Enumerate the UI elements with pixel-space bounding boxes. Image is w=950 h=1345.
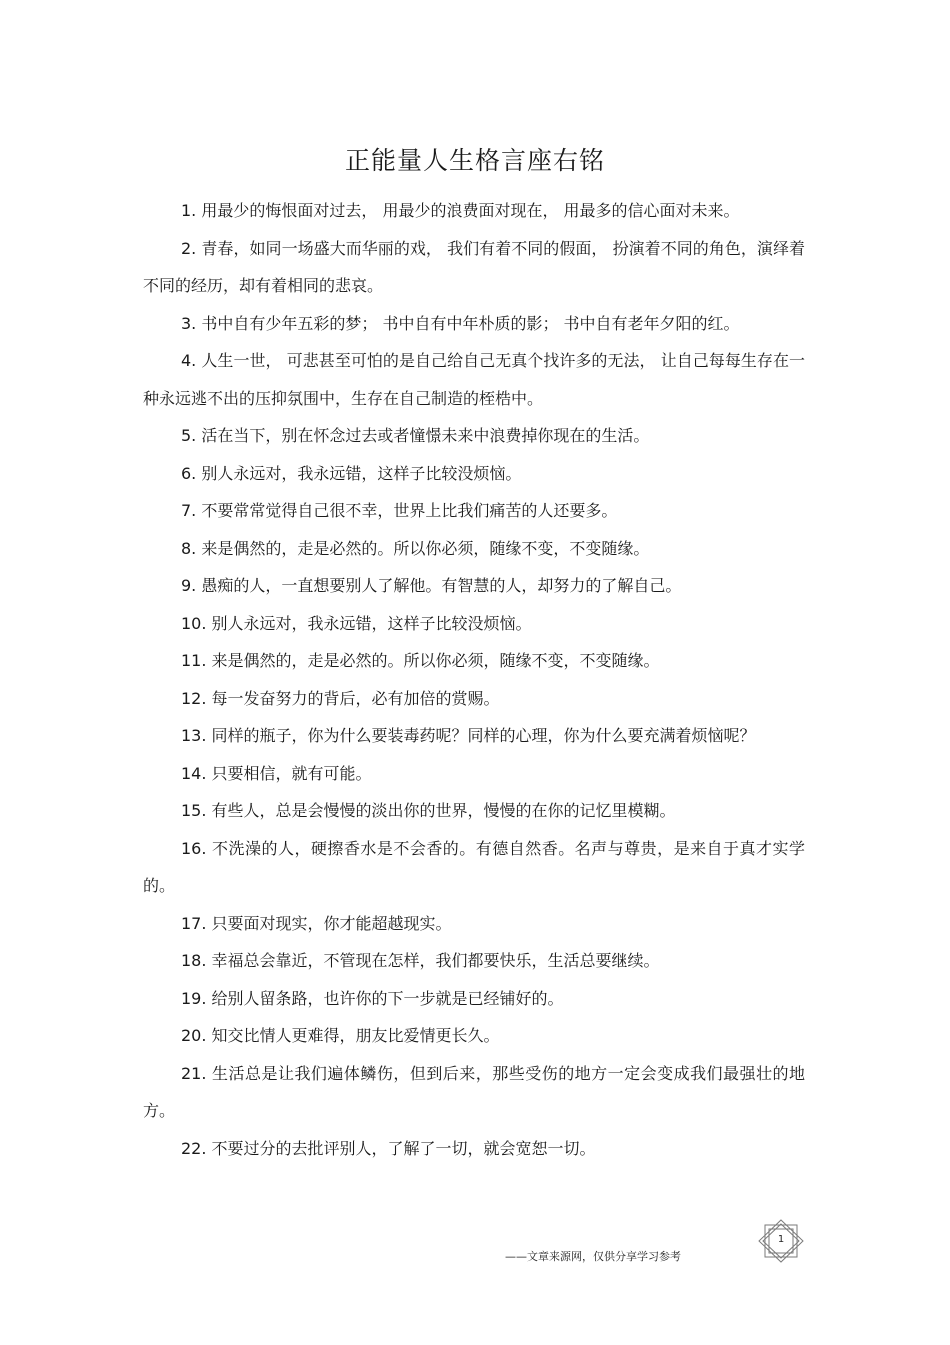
quote-item: 1. 用最少的悔恨面对过去， 用最少的浪费面对现在， 用最多的信心面对未来。 bbox=[181, 201, 740, 220]
quote-item: 15. 有些人，总是会慢慢的淡出你的世界，慢慢的在你的记忆里模糊。 bbox=[181, 801, 676, 820]
quote-list bbox=[143, 192, 805, 1167]
quote-item: 2. 青春，如同一场盛大而华丽的戏， 我们有着不同的假面， 扮演着不同的角色，演绎着不同的经历，却有着相同的悲哀。 bbox=[143, 238, 805, 295]
quote-item: 13. 同样的瓶子，你为什么要装毒药呢？同样的心理，你为什么要充满着烦恼呢？ bbox=[181, 726, 756, 745]
quote-item: 22. 不要过分的去批评别人，了解了一切，就会宽恕一切。 bbox=[181, 1138, 596, 1158]
quote-item: 10. 别人永远对，我永远错，这样子比较没烦恼。 bbox=[181, 613, 532, 633]
quote-item: 21. 生活总是让我们遍体鳞伤，但到后来，那些受伤的地方一定会变成我们最强壮的地方。 bbox=[143, 1063, 805, 1120]
quote-item: 14. 只要相信，就有可能。 bbox=[181, 763, 372, 783]
quote-item: 11. 来是偶然的，走是必然的。所以你必须，随缘不变，不变随缘。 bbox=[181, 651, 660, 670]
quote-item: 8. 来是偶然的，走是必然的。所以你必须，随缘不变，不变随缘。 bbox=[181, 538, 650, 558]
quote-item: 17. 只要面对现实，你才能超越现实。 bbox=[181, 913, 452, 933]
page-number-badge bbox=[757, 1219, 805, 1263]
page-title: 正能量人生格言座右铭 bbox=[344, 146, 605, 175]
quote-item: 7. 不要常常觉得自己很不幸，世界上比我们痛苦的人还要多。 bbox=[181, 501, 618, 520]
quote-item: 9. 愚痴的人，一直想要别人了解他。有智慧的人，却努力的了解自己。 bbox=[181, 576, 682, 595]
footer-note: ——文章来源网，仅供分享学习参考 bbox=[505, 1250, 681, 1263]
quote-item: 20. 知交比情人更难得，朋友比爱情更长久。 bbox=[181, 1026, 500, 1045]
quote-item: 16. 不洗澡的人，硬擦香水是不会香的。有德自然香。名声与尊贵，是来自于真才实学的。 bbox=[143, 838, 805, 895]
quote-item: 5. 活在当下，别在怀念过去或者憧憬未来中浪费掉你现在的生活。 bbox=[181, 426, 650, 445]
quote-item: 4. 人生一世， 可悲甚至可怕的是自己给自己无真个找许多的无法， 让自己每每生存在一种永远逃不出的压抑氛围中，生存在自己制造的桎梏中。 bbox=[143, 351, 805, 408]
quote-item: 19. 给别人留条路，也许你的下一步就是已经铺好的。 bbox=[181, 988, 564, 1008]
quote-item: 12. 每一发奋努力的背后，必有加倍的赏赐。 bbox=[181, 688, 500, 708]
quote-item: 3. 书中自有少年五彩的梦； 书中自有中年朴质的影； 书中自有老年夕阳的红。 bbox=[181, 313, 740, 333]
quote-item: 18. 幸福总会靠近，不管现在怎样，我们都要快乐，生活总要继续。 bbox=[181, 951, 660, 970]
quote-item: 6. 别人永远对，我永远错，这样子比较没烦恼。 bbox=[181, 463, 522, 483]
page-number: 1 bbox=[777, 1234, 785, 1245]
